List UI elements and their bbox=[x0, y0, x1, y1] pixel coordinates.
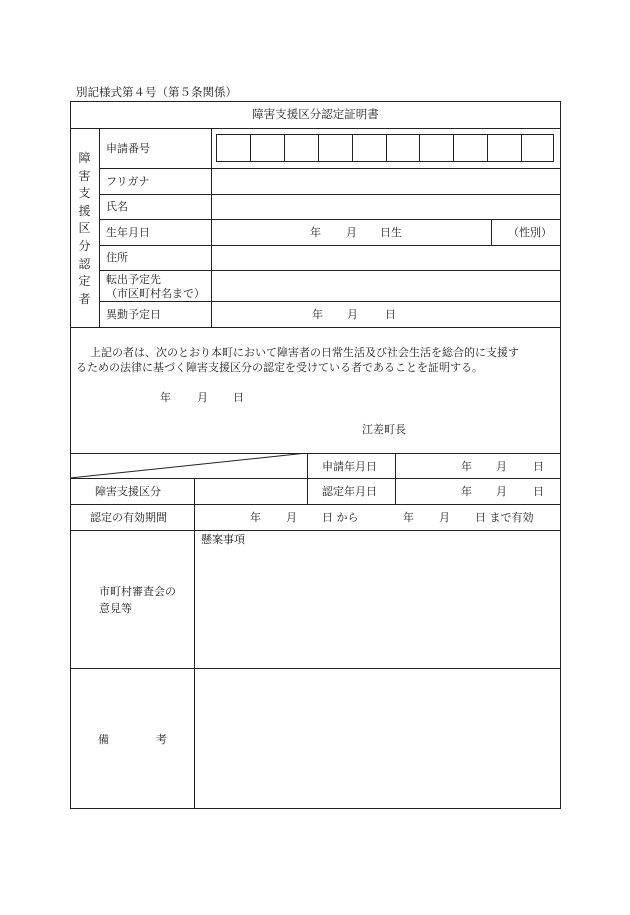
change-month-unit: 月 bbox=[347, 308, 358, 321]
furigana-label: フリガナ bbox=[106, 175, 150, 188]
change-year-unit: 年 bbox=[312, 308, 323, 321]
application-number-boxes[interactable] bbox=[216, 134, 554, 162]
certification-text-line1: 上記の者は、次のとおり本町において障害者の日常生活及び社会生活を総合的に支援す bbox=[90, 346, 519, 359]
cert-day-unit: 日 bbox=[233, 391, 244, 404]
certification-text-line2: るための法律に基づく障害支援区分の認定を受けている者であることを証明する。 bbox=[76, 361, 483, 374]
app-day-unit: 日 bbox=[533, 460, 544, 473]
remarks-field[interactable] bbox=[195, 669, 561, 809]
address-field[interactable] bbox=[212, 246, 561, 270]
name-label: 氏名 bbox=[106, 200, 128, 213]
issuer-name: 江差町長 bbox=[362, 423, 406, 436]
support-category-label: 障害支援区分 bbox=[95, 485, 161, 498]
cert2-day-unit: 日 bbox=[533, 485, 544, 498]
council-label-line1: 市町村審査会の bbox=[99, 585, 176, 598]
support-category-field[interactable] bbox=[195, 479, 307, 504]
valid-until-year: 年 bbox=[403, 511, 414, 524]
validity-period-label: 認定の有効期間 bbox=[90, 511, 167, 524]
cert-year-unit: 年 bbox=[160, 391, 171, 404]
cert2-month-unit: 月 bbox=[496, 485, 507, 498]
valid-from-year: 年 bbox=[250, 511, 261, 524]
valid-from-day: 日 から bbox=[322, 511, 359, 524]
pending-matters-label: 懸案事項 bbox=[201, 533, 245, 546]
subject-side-label: 障 害 支 援 区 分 認 定 者 bbox=[78, 151, 91, 306]
furigana-field[interactable] bbox=[212, 169, 561, 194]
cert-month-unit: 月 bbox=[197, 391, 208, 404]
birthdate-label: 生年月日 bbox=[106, 226, 150, 239]
certification-date-label: 認定年月日 bbox=[322, 485, 377, 498]
certificate-title: 障害支援区分認定証明書 bbox=[252, 107, 379, 121]
remarks-label-2: 考 bbox=[156, 733, 167, 746]
remarks-label-1: 備 bbox=[98, 733, 109, 746]
change-date-label: 異動予定日 bbox=[106, 308, 161, 321]
diagonal-slash bbox=[70, 453, 307, 478]
move-out-sub-label: （市区町村名まで） bbox=[106, 287, 205, 300]
application-number-label: 申請番号 bbox=[106, 142, 150, 155]
name-field[interactable] bbox=[212, 195, 561, 219]
cert2-year-unit: 年 bbox=[461, 485, 472, 498]
change-day-unit: 日 bbox=[385, 308, 396, 321]
form-header: 別記様式第４号（第５条関係） bbox=[76, 85, 237, 99]
address-label: 住所 bbox=[106, 251, 128, 264]
valid-from-month: 月 bbox=[286, 511, 297, 524]
valid-until-month: 月 bbox=[439, 511, 450, 524]
application-date-label: 申請年月日 bbox=[322, 460, 377, 473]
move-out-label: 転出予定先 bbox=[106, 273, 161, 286]
birth-year-unit: 年 bbox=[310, 226, 321, 239]
gender-label: （性別） bbox=[508, 226, 552, 239]
app-month-unit: 月 bbox=[496, 460, 507, 473]
move-out-field[interactable] bbox=[212, 271, 561, 301]
valid-until-day: 日 まで有効 bbox=[475, 511, 534, 524]
council-label-line2: 意見等 bbox=[99, 602, 132, 615]
app-year-unit: 年 bbox=[461, 460, 472, 473]
council-opinion-field[interactable] bbox=[195, 548, 561, 668]
birth-day-unit: 日生 bbox=[380, 226, 402, 239]
birth-month-unit: 月 bbox=[346, 226, 357, 239]
